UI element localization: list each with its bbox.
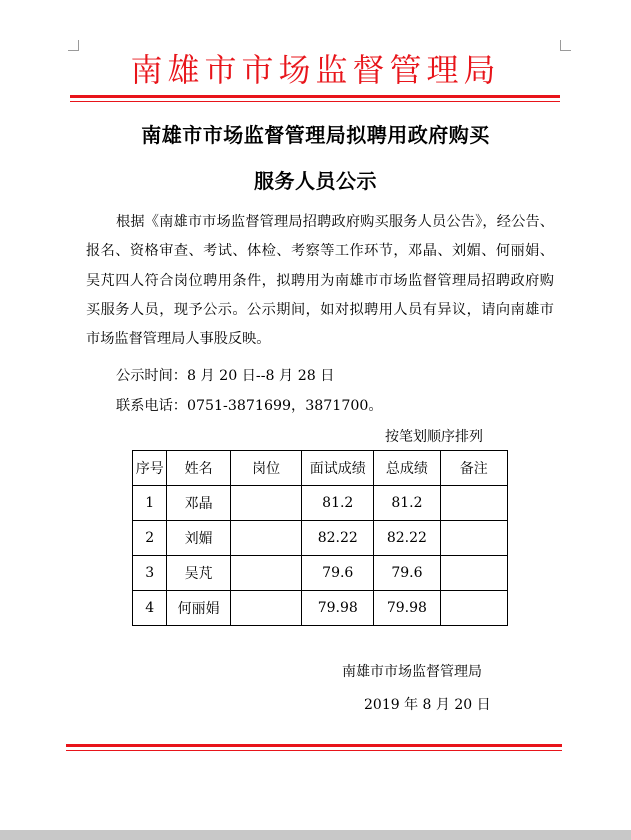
cell-interview: 81.2 [302, 486, 374, 521]
footer-rule-thick [66, 744, 562, 747]
cell-seq: 3 [133, 556, 167, 591]
cell-interview: 82.22 [302, 521, 374, 556]
cell-name: 吴芃 [167, 556, 231, 591]
viewer-bottom-bar [0, 830, 631, 840]
notice-period: 公示时间：8 月 20 日--8 月 28 日 [116, 368, 335, 384]
footer-rule-thin [66, 750, 562, 751]
document-title-line-2: 服务人员公示 [254, 169, 377, 193]
cell-post [230, 486, 301, 521]
cell-note [440, 556, 507, 591]
cell-post [230, 591, 301, 626]
order-note: 按笔划顺序排列 [385, 429, 483, 445]
letterhead-rule-thick [70, 95, 560, 98]
header-interview: 面试成绩 [302, 451, 374, 486]
signature-date: 2019 年 8 月 20 日 [364, 697, 491, 713]
header-post: 岗位 [230, 451, 301, 486]
contact-phone: 联系电话：0751-3871699，3871700。 [116, 398, 383, 414]
table-row [133, 486, 508, 521]
cell-name: 何丽娟 [167, 591, 231, 626]
results-table [132, 450, 508, 626]
cell-seq: 1 [133, 486, 167, 521]
header-name: 姓名 [167, 451, 231, 486]
cell-total: 81.2 [374, 486, 440, 521]
cell-note [440, 591, 507, 626]
cell-seq: 4 [133, 591, 167, 626]
table-row [133, 556, 508, 591]
table-header-row [133, 451, 508, 486]
cell-post [230, 556, 301, 591]
header-total: 总成绩 [374, 451, 440, 486]
header-seq: 序号 [133, 451, 167, 486]
header-note: 备注 [440, 451, 507, 486]
body-paragraph: 根据《南雄市市场监督管理局招聘政府购买服务人员公告》，经公告、报名、资格审查、考试、体检、考察等工作环节，邓晶、刘媚、何丽娟、吴芃四人符合岗位聘用条件，拟聘用为南雄市市场监督管理局招聘政府购买服务人员，现予公示。公示期间，如对拟聘用人员有异议，请向南雄市市场监督管理局人事股反映。 [86, 214, 554, 348]
cell-seq: 2 [133, 521, 167, 556]
cell-total: 82.22 [374, 521, 440, 556]
cell-interview: 79.98 [302, 591, 374, 626]
document-title-line-1: 南雄市市场监督管理局拟聘用政府购买 [141, 123, 490, 147]
table-row [133, 591, 508, 626]
cell-total: 79.98 [374, 591, 440, 626]
cell-note [440, 521, 507, 556]
letterhead-org-name: 南雄市市场监督管理局 [130, 51, 501, 89]
signature-org: 南雄市市场监督管理局 [342, 664, 482, 680]
cell-note [440, 486, 507, 521]
cell-name: 邓晶 [167, 486, 231, 521]
table-row [133, 521, 508, 556]
cell-total: 79.6 [374, 556, 440, 591]
cell-interview: 79.6 [302, 556, 374, 591]
cell-name: 刘媚 [167, 521, 231, 556]
cell-post [230, 521, 301, 556]
letterhead-rule-thin [70, 101, 560, 102]
